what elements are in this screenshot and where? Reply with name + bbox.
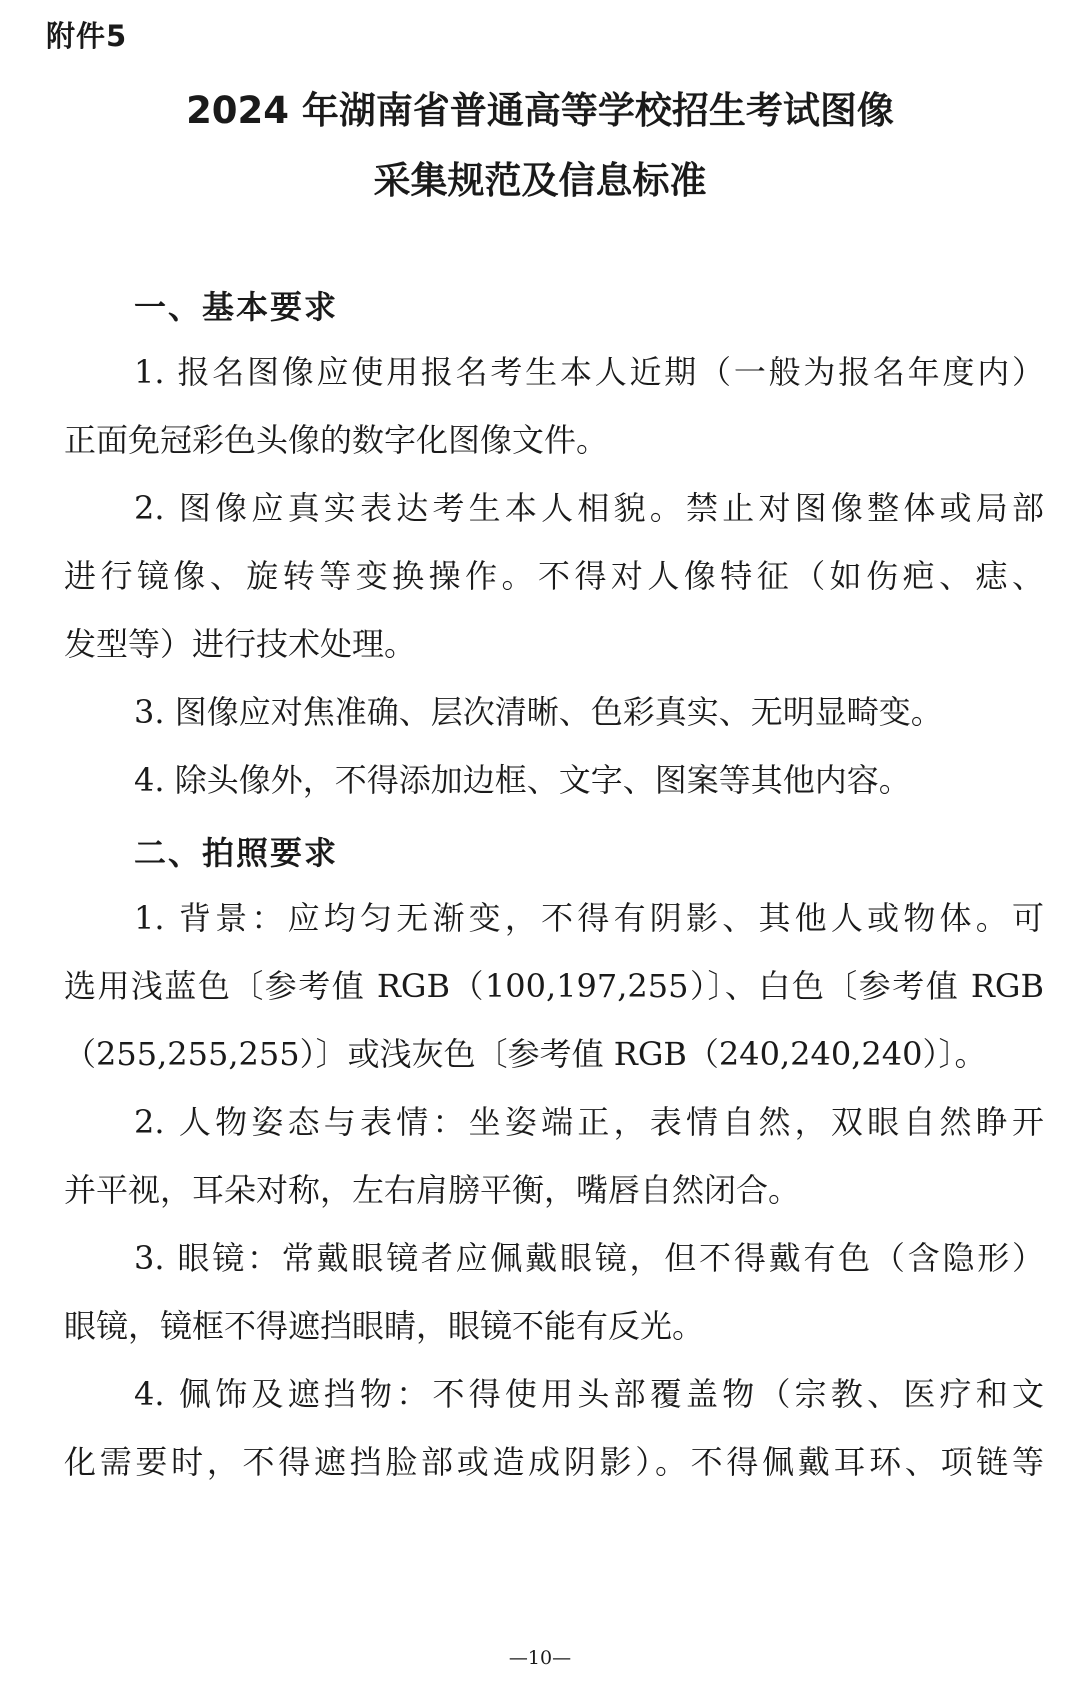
paragraph-line: 1. 背景：应均匀无渐变，不得有阴影、其他人或物体。可 xyxy=(134,899,1044,937)
paragraph-line: 3. 图像应对焦准确、层次清晰、色彩真实、无明显畸变。 xyxy=(134,693,943,731)
paragraph-line: 1. 报名图像应使用报名考生本人近期（一般为报名年度内） xyxy=(134,353,1044,391)
paragraph-line: 进行镜像、旋转等变换操作。不得对人像特征（如伤疤、痣、 xyxy=(64,557,1044,595)
document-title-line-2: 采集规范及信息标准 xyxy=(373,159,707,202)
paragraph-line: 2. 人物姿态与表情：坐姿端正，表情自然，双眼自然睁开 xyxy=(134,1103,1044,1141)
paragraph-line: （255,255,255）〕或浅灰色〔参考值 RGB（240,240,240）〕。 xyxy=(64,1035,987,1073)
paragraph-line: 2. 图像应真实表达考生本人相貌。禁止对图像整体或局部 xyxy=(134,489,1044,527)
paragraph-line: 选用浅蓝色〔参考值 RGB（100,197,255）〕、白色〔参考值 RGB xyxy=(64,967,1044,1005)
section-heading-basic-requirements: 一、基本要求 xyxy=(134,288,339,326)
attachment-label: 附件5 xyxy=(46,19,128,53)
section-heading-photo-requirements: 二、拍照要求 xyxy=(134,834,339,872)
paragraph-line: 4. 除头像外，不得添加边框、文字、图案等其他内容。 xyxy=(134,761,911,799)
paragraph-line: 正面免冠彩色头像的数字化图像文件。 xyxy=(64,421,609,459)
document-title-line-1: 2024 年湖南省普通高等学校招生考试图像 xyxy=(186,89,894,132)
paragraph-line: 眼镜，镜框不得遮挡眼睛，眼镜不能有反光。 xyxy=(64,1307,705,1345)
paragraph-line: 发型等）进行技术处理。 xyxy=(64,625,417,663)
paragraph-line: 3. 眼镜：常戴眼镜者应佩戴眼镜，但不得戴有色（含隐形） xyxy=(134,1239,1044,1277)
paragraph-line: 并平视，耳朵对称，左右肩膀平衡，嘴唇自然闭合。 xyxy=(64,1171,801,1209)
paragraph-line: 化需要时，不得遮挡脸部或造成阴影）。不得佩戴耳环、项链等 xyxy=(64,1443,1044,1481)
page-number: —10— xyxy=(508,1647,572,1669)
paragraph-line: 4. 佩饰及遮挡物：不得使用头部覆盖物（宗教、医疗和文 xyxy=(134,1375,1044,1413)
